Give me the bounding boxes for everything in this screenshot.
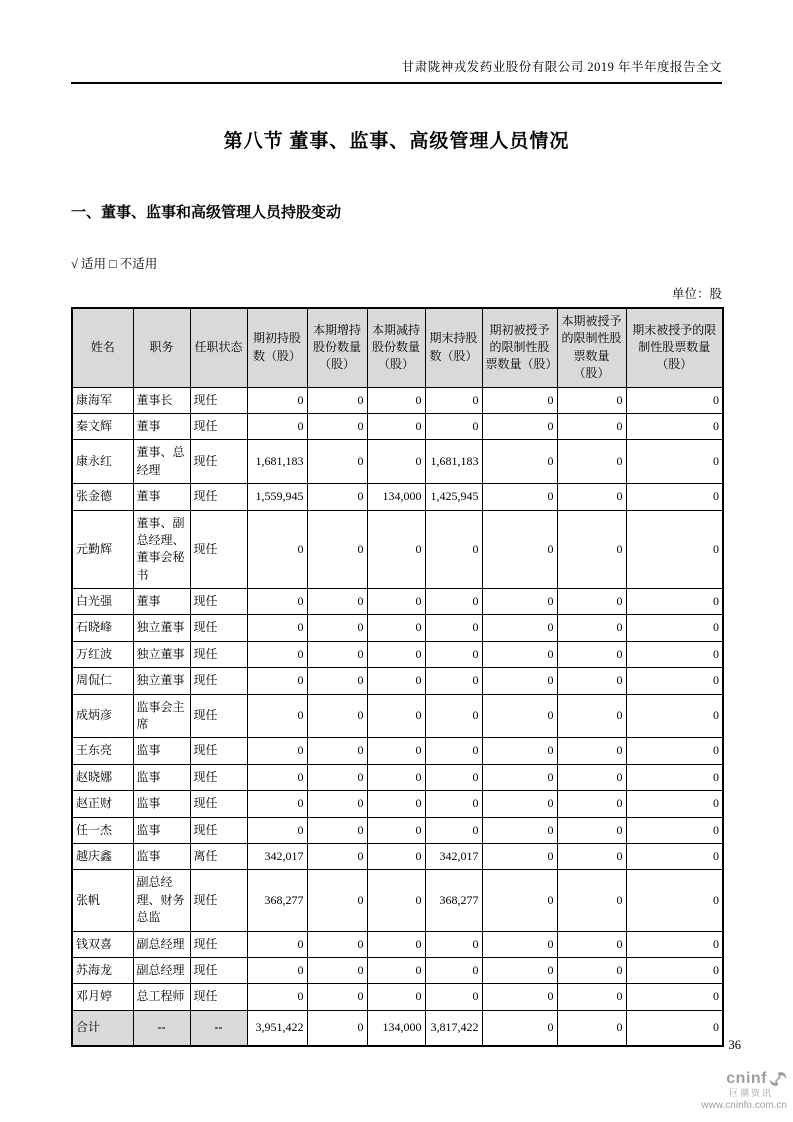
table-cell: 现任 [190, 510, 247, 589]
table-row [72, 870, 723, 931]
table-row [72, 510, 723, 589]
table-cell: 0 [367, 957, 425, 983]
table-cell: 0 [367, 510, 425, 589]
table-cell: 0 [247, 589, 307, 615]
table-cell: -- [133, 1010, 190, 1046]
table-cell: 赵正财 [72, 791, 133, 817]
table-cell: 0 [626, 957, 723, 983]
document-header: 甘肃陇神戎发药业股份有限公司 2019 年半年度报告全文 [71, 0, 722, 84]
table-cell: 赵晓娜 [72, 764, 133, 790]
table-cell: 0 [247, 387, 307, 413]
table-cell: 1,425,945 [425, 484, 482, 510]
table-cell: 现任 [190, 615, 247, 641]
table-cell: 0 [425, 984, 482, 1010]
table-cell: 0 [482, 764, 557, 790]
table-cell: 白光强 [72, 589, 133, 615]
section-heading: 一、董事、监事和高级管理人员持股变动 [71, 205, 342, 221]
table-cell: 0 [367, 738, 425, 764]
logo-name-cn: 巨潮资讯 [728, 1087, 773, 1098]
total-row [72, 1010, 723, 1046]
table-cell: 0 [557, 984, 626, 1010]
table-cell: 0 [626, 870, 723, 931]
table-cell: 0 [626, 817, 723, 843]
table-cell: 现任 [190, 694, 247, 738]
table-cell: 合计 [72, 1010, 133, 1046]
table-cell: 现任 [190, 791, 247, 817]
table-row [72, 843, 723, 869]
table-cell: 0 [557, 817, 626, 843]
column-header: 本期减持股份数量（股） [367, 308, 425, 387]
logo-brand: cninf [726, 1070, 767, 1087]
table-cell: 0 [367, 764, 425, 790]
table-cell: 现任 [190, 931, 247, 957]
table-cell: 0 [482, 668, 557, 694]
table-cell: 0 [626, 843, 723, 869]
table-cell: 周侃仁 [72, 668, 133, 694]
table-cell: 0 [425, 413, 482, 439]
table-cell: 现任 [190, 387, 247, 413]
table-cell: 0 [557, 843, 626, 869]
table-cell: 0 [626, 984, 723, 1010]
table-cell: 0 [557, 791, 626, 817]
table-row [72, 484, 723, 510]
table-cell: 0 [482, 791, 557, 817]
table-cell: 0 [425, 957, 482, 983]
table-cell: 0 [626, 589, 723, 615]
table-cell: 0 [482, 641, 557, 667]
table-cell: 0 [482, 615, 557, 641]
table-cell: 0 [307, 387, 367, 413]
table-cell: 万红波 [72, 641, 133, 667]
table-cell: 0 [425, 694, 482, 738]
column-header: 本期增持股份数量（股） [307, 308, 367, 387]
table-cell: 0 [247, 984, 307, 1010]
page-number: 36 [728, 1038, 741, 1052]
table-cell: 0 [247, 791, 307, 817]
table-cell: 现任 [190, 870, 247, 931]
table-cell: 0 [367, 791, 425, 817]
table-cell: 0 [482, 387, 557, 413]
table-row [72, 817, 723, 843]
table-cell: 现任 [190, 738, 247, 764]
table-cell: 0 [626, 510, 723, 589]
table-cell: 0 [626, 1010, 723, 1046]
table-cell: 0 [557, 589, 626, 615]
table-cell: 342,017 [247, 843, 307, 869]
table-cell: 0 [557, 615, 626, 641]
column-header: 期末被授予的限制性股票数量（股） [626, 308, 723, 387]
table-cell: 0 [482, 413, 557, 439]
table-cell: 现任 [190, 817, 247, 843]
table-row [72, 738, 723, 764]
table-cell: 董事 [133, 589, 190, 615]
table-cell: 0 [367, 931, 425, 957]
table-cell: 0 [626, 615, 723, 641]
table-cell: 0 [367, 589, 425, 615]
table-cell: 0 [626, 413, 723, 439]
table-cell: 0 [307, 957, 367, 983]
table-row [72, 387, 723, 413]
column-header: 期初被授予的限制性股票数量（股） [482, 308, 557, 387]
table-cell: 副总经理 [133, 931, 190, 957]
table-cell: 0 [425, 668, 482, 694]
column-header: 期末持股数（股） [425, 308, 482, 387]
table-cell: 0 [307, 413, 367, 439]
table-cell: 0 [425, 615, 482, 641]
column-header: 本期被授予的限制性股票数量（股） [557, 308, 626, 387]
table-cell: 现任 [190, 764, 247, 790]
table-row [72, 694, 723, 738]
table-cell: 0 [307, 589, 367, 615]
table-cell: 越庆鑫 [72, 843, 133, 869]
table-cell: 0 [626, 764, 723, 790]
table-cell: 康海军 [72, 387, 133, 413]
table-cell: 独立董事 [133, 615, 190, 641]
table-cell: 现任 [190, 668, 247, 694]
table-cell: 现任 [190, 957, 247, 983]
table-cell: 1,681,183 [247, 440, 307, 484]
table-cell: 张金德 [72, 484, 133, 510]
table-cell: 0 [247, 931, 307, 957]
table-cell: 0 [367, 843, 425, 869]
table-cell: 0 [367, 694, 425, 738]
table-cell: 离任 [190, 843, 247, 869]
table-row [72, 764, 723, 790]
table-cell: 0 [425, 589, 482, 615]
table-cell: 0 [557, 694, 626, 738]
table-cell: 0 [482, 843, 557, 869]
table-cell: 0 [626, 484, 723, 510]
table-cell: 现任 [190, 413, 247, 439]
table-cell: 副总经理 [133, 957, 190, 983]
table-cell: 134,000 [367, 1010, 425, 1046]
table-cell: 0 [557, 931, 626, 957]
table-cell: 副总经理、财务总监 [133, 870, 190, 931]
table-cell: 0 [425, 817, 482, 843]
table-cell: 独立董事 [133, 668, 190, 694]
table-cell: 0 [247, 957, 307, 983]
table-cell: 成炳彦 [72, 694, 133, 738]
table-cell: 监事 [133, 791, 190, 817]
table-cell: 0 [307, 791, 367, 817]
table-cell: 0 [367, 615, 425, 641]
holdings-table-body [72, 387, 723, 1046]
table-cell: 钱双喜 [72, 931, 133, 957]
table-cell: 368,277 [247, 870, 307, 931]
table-cell: 0 [425, 510, 482, 589]
table-cell: 董事长 [133, 387, 190, 413]
table-cell: 监事会主席 [133, 694, 190, 738]
table-cell: 0 [247, 694, 307, 738]
table-row [72, 931, 723, 957]
table-cell: 0 [425, 764, 482, 790]
table-row [72, 440, 723, 484]
table-cell: 0 [307, 668, 367, 694]
table-cell: 0 [557, 510, 626, 589]
table-cell: 0 [557, 387, 626, 413]
table-cell: 0 [425, 931, 482, 957]
chapter-title: 第八节 董事、监事、高级管理人员情况 [223, 131, 570, 152]
table-cell: 0 [367, 413, 425, 439]
table-cell: 0 [307, 615, 367, 641]
table-cell: 0 [557, 484, 626, 510]
table-cell: 监事 [133, 764, 190, 790]
table-cell: 现任 [190, 440, 247, 484]
table-cell: 监事 [133, 738, 190, 764]
table-cell: 0 [557, 668, 626, 694]
table-cell: 0 [482, 817, 557, 843]
table-cell: 现任 [190, 984, 247, 1010]
table-cell: 董事、副总经理、董事会秘书 [133, 510, 190, 589]
table-cell: 0 [307, 870, 367, 931]
table-cell: 0 [367, 440, 425, 484]
table-cell: 康永红 [72, 440, 133, 484]
column-header: 期初持股数（股） [247, 308, 307, 387]
table-cell: 0 [482, 984, 557, 1010]
table-cell: 0 [247, 764, 307, 790]
table-row [72, 984, 723, 1010]
table-cell: 0 [557, 1010, 626, 1046]
table-cell: 0 [307, 843, 367, 869]
table-cell: 秦文辉 [72, 413, 133, 439]
table-cell: 0 [482, 510, 557, 589]
table-cell: 元勤辉 [72, 510, 133, 589]
table-cell: 0 [482, 440, 557, 484]
table-cell: 0 [626, 738, 723, 764]
column-header: 姓名 [72, 308, 133, 387]
table-cell: 0 [425, 641, 482, 667]
table-cell: 0 [626, 641, 723, 667]
table-cell: 3,951,422 [247, 1010, 307, 1046]
applicability-line: √ 适用 □ 不适用 [71, 257, 158, 271]
table-cell: 0 [367, 387, 425, 413]
column-header: 职务 [133, 308, 190, 387]
table-cell: 石晓峰 [72, 615, 133, 641]
table-cell: 0 [482, 694, 557, 738]
table-cell: 3,817,422 [425, 1010, 482, 1046]
table-cell: 0 [626, 694, 723, 738]
table-cell: 0 [367, 668, 425, 694]
table-cell: 0 [307, 738, 367, 764]
table-cell: 0 [482, 957, 557, 983]
table-cell: 0 [425, 738, 482, 764]
table-cell: 0 [626, 791, 723, 817]
table-cell: 0 [247, 668, 307, 694]
table-cell: 0 [307, 931, 367, 957]
table-cell: 0 [482, 484, 557, 510]
table-cell: 0 [367, 817, 425, 843]
table-row [72, 668, 723, 694]
table-cell: 0 [626, 387, 723, 413]
table-cell: 368,277 [425, 870, 482, 931]
table-cell: 王东亮 [72, 738, 133, 764]
table-cell: 0 [307, 484, 367, 510]
table-cell: 1,559,945 [247, 484, 307, 510]
table-row [72, 615, 723, 641]
table-cell: 0 [247, 413, 307, 439]
unit-label: 单位：股 [671, 287, 722, 301]
table-cell: 董事、总经理 [133, 440, 190, 484]
table-row [72, 791, 723, 817]
table-cell: 0 [307, 1010, 367, 1046]
table-cell: 0 [626, 931, 723, 957]
table-cell: 0 [247, 510, 307, 589]
table-cell: 独立董事 [133, 641, 190, 667]
cninfo-logo-icon [769, 1071, 787, 1087]
table-cell: 0 [557, 957, 626, 983]
column-header: 任职状态 [190, 308, 247, 387]
table-cell: 0 [557, 764, 626, 790]
table-cell: 0 [557, 870, 626, 931]
table-cell: 0 [626, 668, 723, 694]
table-cell: 总工程师 [133, 984, 190, 1010]
table-cell: 邓月婷 [72, 984, 133, 1010]
table-row [72, 413, 723, 439]
table-cell: 0 [482, 589, 557, 615]
table-cell: 0 [557, 738, 626, 764]
table-cell: 0 [307, 510, 367, 589]
table-cell: 0 [367, 870, 425, 931]
table-cell: 1,681,183 [425, 440, 482, 484]
table-cell: 0 [307, 641, 367, 667]
table-cell: 0 [307, 817, 367, 843]
table-cell: 0 [482, 738, 557, 764]
table-cell: 0 [425, 791, 482, 817]
table-cell: 342,017 [425, 843, 482, 869]
holdings-table [71, 307, 724, 1047]
table-cell: 0 [247, 738, 307, 764]
table-cell: 0 [557, 413, 626, 439]
table-cell: 0 [367, 641, 425, 667]
table-cell: 0 [307, 440, 367, 484]
table-cell: 134,000 [367, 484, 425, 510]
logo-url: www.cninfo.com.cn [701, 1100, 787, 1112]
table-cell: 苏海龙 [72, 957, 133, 983]
table-cell: 0 [307, 694, 367, 738]
table-row [72, 641, 723, 667]
table-cell: 董事 [133, 413, 190, 439]
table-cell: 0 [367, 984, 425, 1010]
table-cell: -- [190, 1010, 247, 1046]
table-cell: 0 [425, 387, 482, 413]
table-cell: 0 [247, 817, 307, 843]
table-cell: 0 [482, 870, 557, 931]
holdings-table-header-row [72, 308, 723, 387]
table-row [72, 589, 723, 615]
table-cell: 董事 [133, 484, 190, 510]
table-cell: 监事 [133, 843, 190, 869]
table-cell: 张帆 [72, 870, 133, 931]
table-cell: 监事 [133, 817, 190, 843]
table-cell: 现任 [190, 589, 247, 615]
table-cell: 0 [247, 615, 307, 641]
table-cell: 0 [307, 764, 367, 790]
cninfo-logo [701, 1070, 787, 1111]
table-row [72, 957, 723, 983]
table-cell: 0 [482, 931, 557, 957]
table-cell: 0 [557, 440, 626, 484]
table-cell: 0 [307, 984, 367, 1010]
table-cell: 0 [626, 440, 723, 484]
table-cell: 0 [557, 641, 626, 667]
table-cell: 任一杰 [72, 817, 133, 843]
table-cell: 现任 [190, 641, 247, 667]
table-cell: 0 [482, 1010, 557, 1046]
table-cell: 现任 [190, 484, 247, 510]
table-cell: 0 [247, 641, 307, 667]
